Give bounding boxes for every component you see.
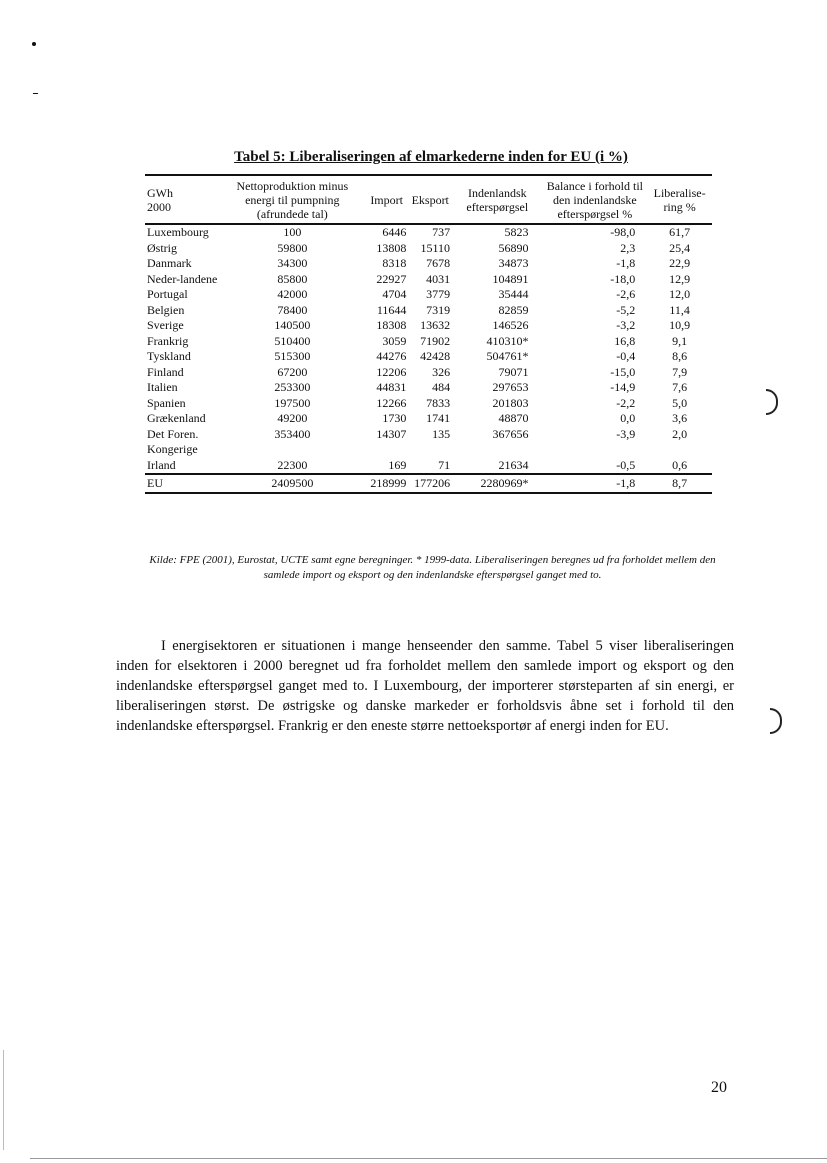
total-liberalisering: 8,7 (672, 476, 688, 490)
cell-import: 4704 (382, 287, 407, 301)
cell-balance: -3,2 (616, 318, 636, 332)
cell-balance: -15,0 (610, 364, 636, 379)
cell-land: Spanien (147, 395, 186, 410)
cell-net: 42000 (277, 287, 308, 301)
source-note: Kilde: FPE (2001), Eurostat, UCTE samt egne beregninger. * 1999-data. Liberaliseringen beregnes ud fra forholdet mellem den samlede import og eksport og den indenlandske efterspørgsel ganget med to. (149, 554, 716, 581)
cell-import: 22927 (376, 271, 407, 286)
cell-liberalisering: 12,9 (669, 271, 691, 286)
cell-liberalisering: 0,6 (672, 457, 688, 472)
cell-land: Finland (147, 364, 184, 379)
table-row (145, 334, 712, 350)
cell-eksport: 15110 (420, 240, 451, 255)
table-row (145, 318, 712, 334)
total-net: 2409500 (271, 476, 314, 490)
cell-balance: -0,4 (616, 349, 636, 363)
cell-indenlandsk: 35444 (498, 287, 529, 301)
header-indenlandsk: Indenlandsk efterspørgsel (466, 186, 529, 214)
cell-import: 14307 (376, 426, 407, 441)
table-row (145, 427, 712, 458)
cell-land: Irland (147, 457, 176, 472)
cell-indenlandsk: 56890 (498, 240, 529, 255)
cell-net: 510400 (274, 333, 311, 348)
cell-land: Tyskland (147, 349, 191, 363)
page-number: 20 (711, 1079, 727, 1096)
cell-eksport: 13632 (420, 318, 451, 332)
cell-land: Danmark (147, 256, 192, 270)
header-balance: Balance i forhold til den indenlandske efterspørgsel % (546, 179, 644, 221)
cell-liberalisering: 7,6 (672, 380, 688, 394)
cell-eksport: 71 (438, 457, 451, 472)
cell-import: 3059 (382, 333, 407, 348)
cell-land: Italien (147, 380, 178, 394)
cell-indenlandsk: 504761* (486, 349, 529, 363)
cell-net: 515300 (274, 349, 311, 363)
cell-eksport: 484 (432, 380, 451, 394)
cell-indenlandsk: 82859 (498, 302, 529, 317)
total-land: EU (147, 476, 163, 490)
liberalization-table (145, 174, 712, 494)
header-unit-gwh: GWh (147, 186, 173, 200)
header-import: Import (370, 193, 403, 207)
cell-indenlandsk: 201803 (492, 395, 529, 410)
cell-liberalisering: 2,0 (672, 426, 688, 441)
cell-balance: 2,3 (620, 240, 636, 255)
cell-land: Luxembourg (147, 225, 209, 239)
table-row (145, 458, 712, 475)
cell-balance: 0,0 (620, 411, 636, 425)
cell-import: 8318 (382, 256, 407, 270)
cell-eksport: 4031 (426, 271, 451, 286)
table-row (145, 272, 712, 288)
margin-dot (32, 42, 36, 46)
cell-land: Grækenland (147, 411, 206, 425)
cell-liberalisering: 12,0 (669, 287, 691, 301)
cell-land: Sverige (147, 318, 184, 332)
header-unit-year: 2000 (147, 200, 171, 214)
cell-liberalisering: 10,9 (669, 318, 691, 332)
cell-liberalisering: 3,6 (672, 411, 688, 425)
cell-net: 59800 (277, 240, 308, 255)
scan-bottom-line (30, 1158, 827, 1159)
cell-eksport: 135 (432, 426, 451, 441)
table-row (145, 380, 712, 396)
cell-balance: -98,0 (610, 225, 636, 239)
cell-balance: -1,8 (616, 256, 636, 270)
table-row (145, 303, 712, 319)
table-row (145, 287, 712, 303)
cell-import: 44276 (376, 349, 407, 363)
cell-indenlandsk: 21634 (498, 457, 529, 472)
table-row (145, 365, 712, 381)
cell-net: 197500 (274, 395, 311, 410)
cell-import: 169 (388, 457, 407, 472)
cell-eksport: 3779 (426, 287, 451, 301)
cell-balance: -14,9 (610, 380, 636, 394)
cell-import: 44831 (376, 380, 407, 394)
cell-net: 49200 (277, 411, 308, 425)
cell-balance: 16,8 (614, 333, 636, 348)
table-row (145, 256, 712, 272)
cell-indenlandsk: 5823 (504, 225, 529, 239)
cell-balance: -0,5 (616, 457, 636, 472)
cell-indenlandsk: 410310* (486, 333, 529, 348)
cell-import: 11644 (376, 302, 407, 317)
total-import: 218999 (370, 476, 407, 490)
cell-liberalisering: 61,7 (669, 225, 691, 239)
cell-net: 67200 (277, 364, 308, 379)
margin-dash (33, 93, 38, 94)
cell-net: 100 (283, 225, 302, 239)
cell-land: Det Foren. Kongerige (147, 426, 199, 456)
cell-indenlandsk: 146526 (492, 318, 529, 332)
header-eksport: Eksport (411, 193, 449, 207)
cell-balance: -3,9 (616, 426, 636, 441)
cell-land: Frankrig (147, 333, 189, 348)
header-unit (145, 175, 220, 224)
cell-net: 22300 (277, 457, 308, 472)
cell-indenlandsk: 48870 (498, 411, 529, 425)
cell-import: 6446 (382, 225, 407, 239)
cell-liberalisering: 9,1 (672, 333, 688, 348)
cell-indenlandsk: 79071 (498, 364, 529, 379)
cell-land: Belgien (147, 302, 185, 317)
cell-eksport: 7833 (426, 395, 451, 410)
cell-net: 140500 (274, 318, 311, 332)
cell-liberalisering: 8,6 (672, 349, 688, 363)
table-row (145, 396, 712, 412)
cell-net: 85800 (277, 271, 308, 286)
cell-balance: -18,0 (610, 271, 636, 286)
cell-net: 34300 (277, 256, 308, 270)
cell-indenlandsk: 367656 (492, 426, 529, 441)
binder-hole-mark (770, 708, 782, 734)
cell-liberalisering: 22,9 (669, 256, 691, 270)
total-balance: -1,8 (616, 476, 636, 490)
body-paragraph: I energisektoren er situationen i mange henseender den samme. Tabel 5 viser liberaliseringen inden for elsektoren i 2000 beregnet ud fra forholdet mellem den samlede import og eksport og den indenlandske efterspørgsel ganget med to. I Luxembourg, der importerer størsteparten af sin energi, er liberaliseringen størst. De østrigske og danske markeder er forholdsvis åbne set i forhold til den indenlandske efterspørgsel. Frankrig er den eneste større nettoeksportør af energi inden for EU. (116, 638, 734, 734)
cell-eksport: 71902 (420, 333, 451, 348)
binder-hole-mark (766, 389, 778, 415)
cell-eksport: 42428 (420, 349, 451, 363)
total-indenlandsk: 2280969* (480, 476, 529, 490)
cell-eksport: 1741 (426, 411, 451, 425)
cell-liberalisering: 25,4 (669, 240, 691, 255)
cell-import: 12266 (376, 395, 407, 410)
table-total-row (145, 474, 712, 493)
cell-import: 18308 (376, 318, 407, 332)
header-netprod: Nettoproduktion minus energi til pumpning (afrundede tal) (236, 179, 349, 221)
table-row (145, 411, 712, 427)
cell-eksport: 7319 (426, 302, 451, 317)
table-row (145, 224, 712, 241)
cell-eksport: 7678 (426, 256, 451, 270)
cell-net: 353400 (274, 426, 311, 441)
cell-indenlandsk: 34873 (498, 256, 529, 270)
cell-import: 13808 (376, 240, 407, 255)
cell-net: 78400 (277, 302, 308, 317)
table-header-row (145, 175, 712, 224)
table-row (145, 241, 712, 257)
cell-liberalisering: 5,0 (672, 395, 688, 410)
table-row (145, 349, 712, 365)
total-eksport: 177206 (414, 476, 451, 490)
cell-land: Østrig (147, 240, 177, 255)
cell-eksport: 326 (432, 364, 451, 379)
cell-import: 12206 (376, 364, 407, 379)
cell-indenlandsk: 104891 (492, 271, 529, 286)
cell-indenlandsk: 297653 (492, 380, 529, 394)
cell-land: Neder-landene (147, 271, 218, 286)
cell-net: 253300 (274, 380, 311, 394)
cell-import: 1730 (382, 411, 407, 425)
cell-balance: -2,2 (616, 395, 636, 410)
cell-balance: -2,6 (616, 287, 636, 301)
cell-liberalisering: 7,9 (672, 364, 688, 379)
scan-margin-line (3, 1050, 4, 1150)
cell-liberalisering: 11,4 (669, 302, 690, 317)
header-liberalisering: Liberalise-ring % (653, 186, 706, 214)
cell-balance: -5,2 (616, 302, 636, 317)
cell-eksport: 737 (432, 225, 451, 239)
table-title: Tabel 5: Liberaliseringen af elmarkederne inden for EU (i %) (234, 149, 628, 165)
cell-land: Portugal (147, 287, 188, 301)
